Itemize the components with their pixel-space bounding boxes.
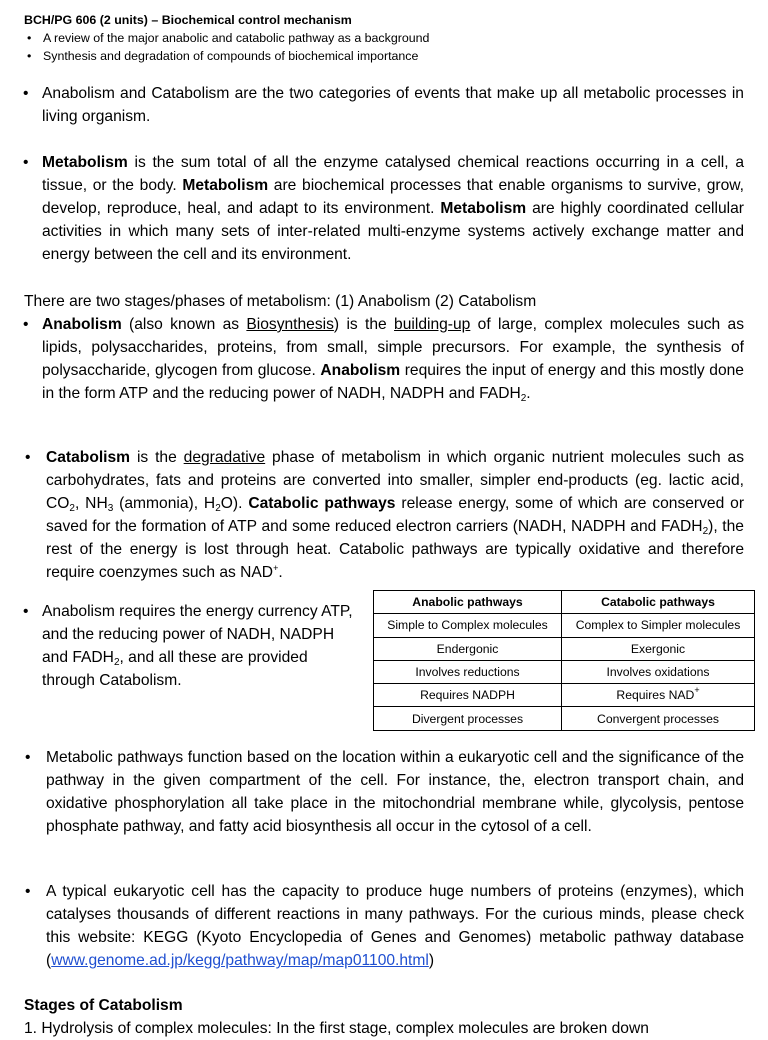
underlined-term: degradative <box>183 449 266 466</box>
table-cell: Requires NADPH <box>374 684 562 707</box>
intro-bullet: • Anabolism and Catabolism are the two categories of events that make up all metabolic processes in living organism. <box>42 82 744 128</box>
table-cell: Requires NAD+ <box>562 684 755 707</box>
term-catabolic-pathways: Catabolic pathways <box>248 495 396 513</box>
table-row <box>374 684 755 707</box>
cut-off-line: 1. Hydrolysis of complex molecules: In the first stage, complex molecules are broken down <box>24 1020 649 1037</box>
term-catabolism: Catabolism <box>46 449 131 466</box>
kegg-link[interactable]: www.genome.ad.jp/kegg/pathway/map/map01100.html <box>51 952 429 970</box>
metabolism-bullet: • Metabolism is the sum total of all the enzyme catalysed chemical reactions occurring in a cell, a tissue, or the body. Metabolism are biochemical processes that enable organisms to survive, grow, develop, reproduce, heal, and adapt to its environment. Metabolism are highly coordinated cellular activities in which many sets of inter-related multi-enzyme systems actively exchange matter and energy between the cell and its environment. <box>42 151 744 266</box>
term-metabolism: Metabolism <box>182 177 269 195</box>
term-metabolism: Metabolism <box>42 154 128 171</box>
table-cell: Endergonic <box>374 637 562 660</box>
catabolism-bullet: • Catabolism is the degradative phase of metabolism in which organic nutrient molecules such as carbohydrates, fats and proteins are converted into smaller, simpler end-products (eg. lactic acid, $CO_2$, $NH_3$ (ammonia), $H_2O$). Catabolic pathways release energy, some of which are conserved or saved for the formation of ATP and some reduced electron carriers (NADH, NADPH and $FADH_2$), the rest of the energy is lost through heat. Catabolic pathways are typically oxidative and therefore require coenzymes such as NAD+. <box>46 446 744 585</box>
term-anabolism: Anabolism <box>320 362 401 380</box>
term-metabolism: Metabolism <box>440 200 527 218</box>
header-subtopic: • Synthesis and degradation of compounds of biochemical importance <box>24 47 429 65</box>
header-subtopic: • A review of the major anabolic and catabolic pathway as a background <box>24 29 429 47</box>
table-cell: Involves oxidations <box>562 660 755 683</box>
column-header-catabolic: Catabolic pathways <box>562 591 755 614</box>
underlined-term: building-up <box>394 316 471 333</box>
table-cell: Divergent processes <box>374 707 562 730</box>
table-row <box>374 637 755 660</box>
table-cell: Convergent processes <box>562 707 755 730</box>
underlined-term: Biosynthesis <box>246 316 334 333</box>
table-cell: Simple to Complex molecules <box>374 614 562 637</box>
energy-currency-bullet: • Anabolism requires the energy currency ATP, and the reducing power of NADH, NADPH and $FADH_2$, and all these are provided through Catabolism. <box>42 600 360 692</box>
table-cell: Involves reductions <box>374 660 562 683</box>
table-row <box>374 614 755 637</box>
pathway-comparison-table <box>373 590 755 731</box>
anabolism-bullet: • Anabolism (also known as Biosynthesis) is the building-up of large, complex molecules such as lipids, polysaccharides, proteins, from small, simple precursors. For example, the synthesis of polysaccharide, glycogen from glucose. Anabolism requires the input of energy and this mostly done in the form ATP and the reducing power of NADH, NADPH and $FADH_2$. <box>42 313 744 405</box>
table-cell: Complex to Simpler molecules <box>562 614 755 637</box>
table-cell: Exergonic <box>562 637 755 660</box>
kegg-bullet: • A typical eukaryotic cell has the capacity to produce huge numbers of proteins (enzymes), which catalyses thousands of different reactions in many pathways. For the curious minds, please check this website: KEGG (Kyoto Encyclopedia of Genes and Genomes) metabolic pathway database (www.genome.ad.jp/kegg/pathway/map/map01100.html) <box>46 880 744 972</box>
stages-of-catabolism-heading: Stages of Catabolism <box>24 997 183 1014</box>
column-header-anabolic: Anabolic pathways <box>374 591 562 614</box>
stages-intro-line: There are two stages/phases of metabolism: (1) Anabolism (2) Catabolism <box>24 293 537 310</box>
term-anabolism: Anabolism <box>42 316 122 333</box>
table-row <box>374 707 755 730</box>
course-title: BCH/PG 606 (2 units) – Biochemical control mechanism <box>24 13 352 27</box>
location-bullet: • Metabolic pathways function based on the location within a eukaryotic cell and the significance of the pathway in the given compartment of the cell. For instance, the, electron transport chain, and oxidative phosphorylation all take place in the mitochondrial membrane while, glycolysis, pentose phosphate pathway, and fatty acid biosynthesis all occur in the cytosol of a cell. <box>46 746 744 838</box>
table-header-row <box>374 591 755 614</box>
table-row <box>374 660 755 683</box>
course-header <box>24 11 429 65</box>
